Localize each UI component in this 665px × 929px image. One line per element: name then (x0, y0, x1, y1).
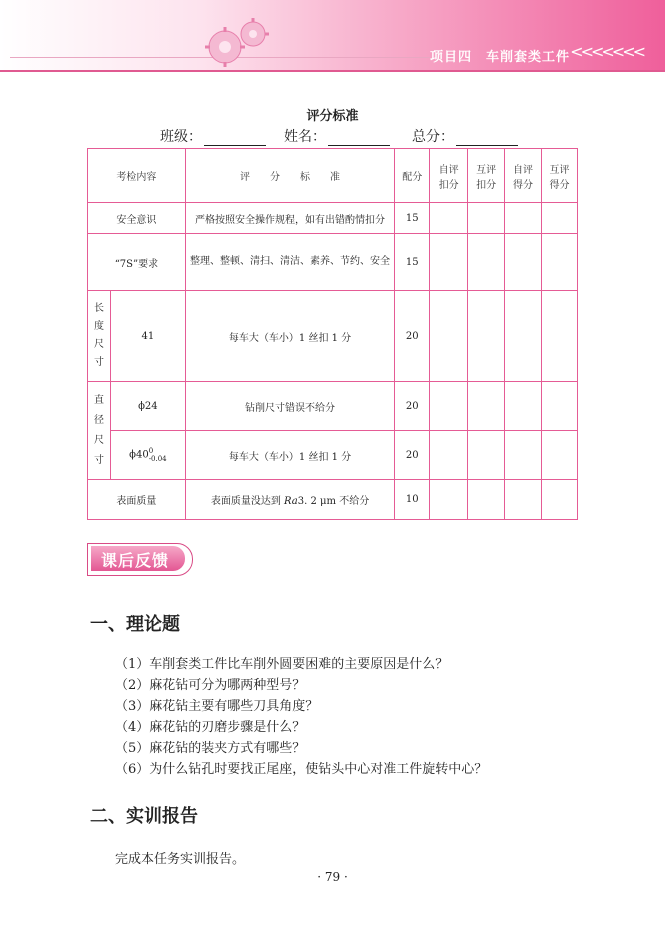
table-caption: 评分标准 (306, 109, 359, 124)
table-header-row (88, 149, 578, 203)
header-criteria: 评 分 标 准 (185, 149, 394, 203)
header-title: 项目四 车削套类工件 (429, 50, 570, 65)
name-field: 姓名： (284, 126, 390, 146)
row-item: 安全意识 (88, 203, 186, 234)
header-peer-deduct: 互评 扣分 (468, 149, 505, 203)
list-item: （1）车削套类工件比车削外圆要困难的主要原因是什么？ (115, 657, 449, 672)
row-item-tolerance: ϕ400 -0.04 (110, 431, 185, 480)
row-item: “7S”要求 (88, 234, 186, 291)
gear-icon (195, 12, 275, 72)
list-item: （4）麻花钻的刃磨步骤是什么？ (115, 720, 306, 735)
row-points: 15 (395, 234, 430, 291)
header-divider (0, 70, 665, 72)
list-item: （2）麻花钻可分为哪两种型号？ (115, 678, 306, 693)
group-label-length: 长 度 尺 寸 (88, 291, 111, 382)
row-criteria: 钻削尺寸错误不给分 (185, 382, 394, 431)
table-row (88, 480, 578, 520)
row-points: 15 (395, 203, 430, 234)
row-criteria: 表面质量没达到 Ra3. 2 μm 不给分 (185, 480, 394, 520)
chevrons-decoration: <<<<<<< (570, 42, 643, 61)
row-criteria: 每车大（车小）1 丝扣 1 分 (185, 431, 394, 480)
list-item: （5）麻花钻的装夹方式有哪些？ (115, 741, 306, 756)
row-item: ϕ24 (110, 382, 185, 431)
row-points: 10 (395, 480, 430, 520)
header-self-deduct: 自评 扣分 (430, 149, 468, 203)
table-row (88, 203, 578, 234)
row-criteria: 每车大（车小）1 丝扣 1 分 (185, 291, 394, 382)
question-list (115, 654, 487, 780)
group-label-diameter: 直 径 尺 寸 (88, 382, 111, 480)
table-row (88, 382, 578, 431)
header-peer-score: 互评 得分 (542, 149, 578, 203)
row-criteria: 整理、整顿、清扫、清洁、素养、节约、安全 (185, 234, 394, 291)
row-points: 20 (395, 382, 430, 431)
header-content: 考检内容 (88, 149, 186, 203)
page-number: · 79 · (317, 870, 348, 884)
score-field: 总分： (412, 126, 518, 146)
list-item: （3）麻花钻主要有哪些刀具角度？ (115, 699, 319, 714)
list-item: （6）为什么钻孔时要找正尾座，使钻头中心对准工件旋转中心？ (115, 762, 488, 777)
header-points: 配分 (395, 149, 430, 203)
row-criteria: 严格按照安全操作规程，如有出错酌情扣分 (185, 203, 394, 234)
grading-table (87, 148, 578, 520)
section-title-report: 二、实训报告 (90, 806, 198, 827)
table-row (88, 234, 578, 291)
row-points: 20 (395, 291, 430, 382)
class-field: 班级： (160, 126, 266, 146)
row-item: 表面质量 (88, 480, 186, 520)
row-item: 41 (110, 291, 185, 382)
table-row (88, 291, 578, 382)
header-self-score: 自评 得分 (505, 149, 542, 203)
row-points: 20 (395, 431, 430, 480)
table-row (88, 431, 578, 480)
after-class-feedback-tab: 课后反馈 (87, 543, 197, 576)
report-instruction: 完成本任务实训报告。 (115, 852, 246, 867)
section-title-theory: 一、理论题 (90, 614, 180, 635)
